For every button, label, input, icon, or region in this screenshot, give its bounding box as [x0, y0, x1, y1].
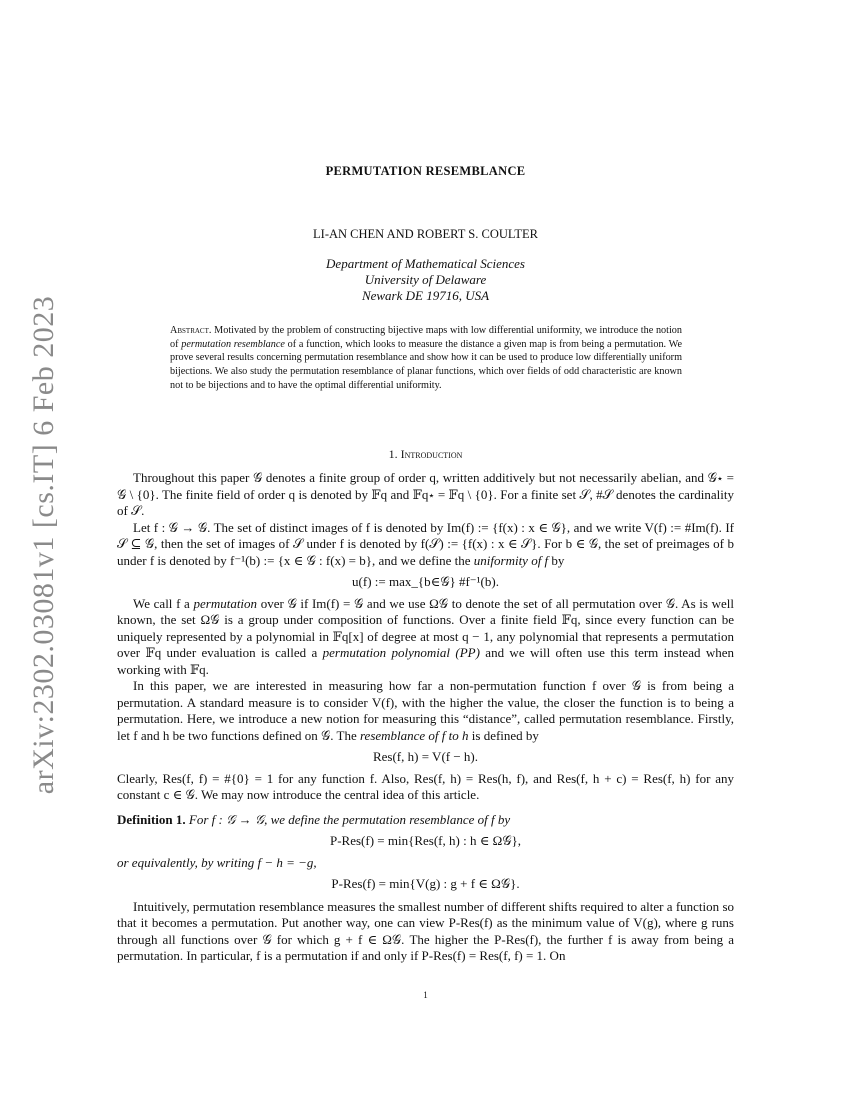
paragraph-4: In this paper, we are interested in measuring how far a non-permutation function f over 𝒢 is from being a permutation. A standard measure is to consider V(f), with the higher the value, the closer the function is to being a permutation. Here, we introduce a new notion for measuring this “distance”, called permutation resemblance. Firstly, let f and h be two functions defined on 𝒢. The resemblance of f to h is defined by: [117, 678, 734, 743]
abstract-label: Abstract.: [170, 325, 212, 336]
paper-authors: LI-AN CHEN AND ROBERT S. COULTER: [313, 227, 538, 241]
page-number: 1: [423, 990, 428, 1000]
arxiv-identifier: arXiv:2302.03081v1 [cs.IT] 6 Feb 2023: [27, 295, 60, 795]
equation-pres-2: P-Res(f) = min{V(g) : g + f ∈ Ω𝒢}.: [331, 876, 520, 891]
equation-uniformity: u(f) := max_{b∈𝒢} #f⁻¹(b).: [352, 574, 499, 589]
affiliation-dept: Department of Mathematical Sciences: [326, 256, 525, 271]
affiliation-city: Newark DE 19716, USA: [361, 288, 490, 303]
paragraph-1: Throughout this paper 𝒢 denotes a finite group of order q, written additively but not necessarily abelian, and 𝒢⋆ = 𝒢 \ {0}. The finite field of order q is denoted by 𝔽q and 𝔽q⋆ = 𝔽q \ {0}. For a finite set 𝒮, #𝒮 denotes the cardinality of 𝒮.: [117, 470, 734, 518]
section-heading: 1. Introduction: [388, 447, 463, 461]
paragraph-6: Intuitively, permutation resemblance measures the smallest number of different shifts required to alter a function so that it becomes a permutation. Put another way, one can view P-Res(f) as the minimum value of V(g), where g runs through all functions over 𝒢 for which g + f ∈ Ω𝒢. The higher the P-Res(f), the further f is away from being a permutation. In particular, f is a permutation if and only if P-Res(f) = Res(f, f) = 1. On: [117, 898, 734, 963]
abstract-emphasis: permutation resemblance: [181, 338, 285, 350]
abstract: [170, 324, 682, 393]
abstract-text-2: of a function, which looks to measure the distance a given map is from being a permutation. We prove several results concerning permutation resemblance and show how it can be used to produce low differentially uniform bijections. We also study the permutation resemblance of planar functions, which over fields of odd characteristic are known not to be bijections and to have the optimal differential uniformity.: [170, 338, 682, 391]
affiliation-univ: University of Delaware: [364, 272, 487, 287]
equation-pres-1: P-Res(f) = min{Res(f, h) : h ∈ Ω𝒢},: [330, 833, 521, 848]
affiliation: [117, 256, 734, 304]
abstract-text-1: Motivated by the problem of constructing bijective maps with low differential uniformity, we introduce the notion of: [170, 325, 682, 350]
paper-title: PERMUTATION RESEMBLANCE: [325, 164, 526, 178]
paragraph-2: Let f : 𝒢 → 𝒢. The set of distinct images of f is denoted by Im(f) := {f(x) : x ∈ 𝒢}, and we write V(f) := #Im(f). If 𝒮 ⊆ 𝒢, then the set of images of 𝒮 under f is denoted by f(𝒮) := {f(x) : x ∈ 𝒮}. For b ∈ 𝒢, the set of preimages of b under f is denoted by f⁻¹(b) := {x ∈ 𝒢 : f(x) = b}, and we define the uniformity of f by: [117, 519, 734, 568]
body-text: [117, 470, 734, 965]
equation-resemblance: Res(f, h) = V(f − h).: [372, 749, 479, 764]
paragraph-5: Clearly, Res(f, f) = #{0} = 1 for any function f. Also, Res(f, h) = Res(h, f), and Res(f, h + c) = Res(f, h) for any constant c ∈ 𝒢. We may now introduce the central idea of this article.: [117, 770, 734, 802]
definition-or: or equivalently, by writing f − h = −g,: [117, 854, 317, 870]
paragraph-3: We call f a permutation over 𝒢 if Im(f) = 𝒢 and we use Ω𝒢 to denote the set of all permutation over 𝒢. As is well known, the set Ω𝒢 is a group under composition of functions. Over a finite field 𝔽q, since every function can be uniquely represented by a polynomial in 𝔽q[x] of degree at most q − 1, any polynomial that represents a permutation over 𝔽q under evaluation is called a permutation polynomial (PP) and we will often use this term instead when working with 𝔽q.: [117, 595, 734, 677]
definition-1: Definition 1. For f : 𝒢 → 𝒢, we define the permutation resemblance of f by: [117, 811, 511, 827]
